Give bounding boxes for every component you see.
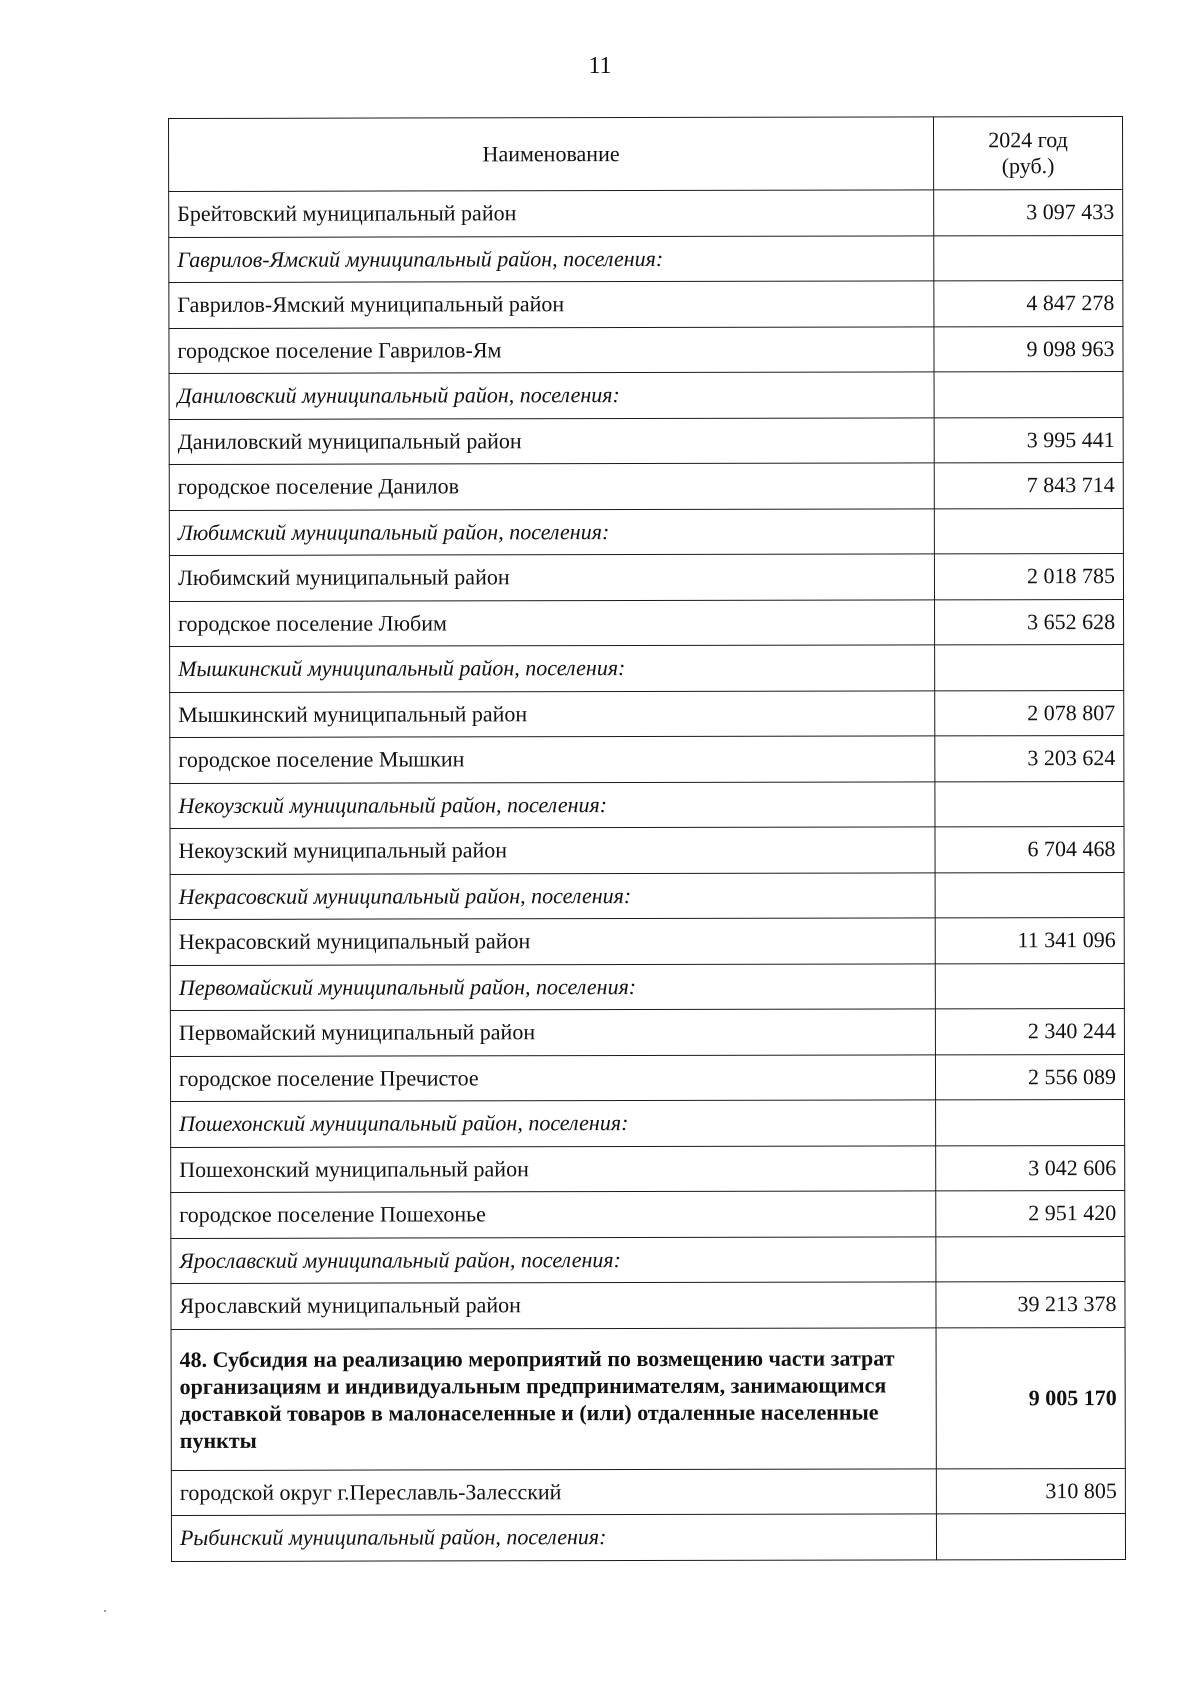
table-group-row	[170, 781, 1124, 828]
table-body	[169, 190, 1126, 1561]
row-value: 310 805	[936, 1468, 1125, 1514]
row-name: Даниловский муниципальный район, поселения:	[169, 372, 934, 419]
table-row	[170, 690, 1124, 737]
row-name: Даниловский муниципальный район	[169, 417, 934, 464]
row-name: Пошехонский муниципальный район	[171, 1145, 936, 1192]
row-name: Гаврилов-Ямский муниципальный район	[169, 281, 934, 328]
table-group-row	[171, 1099, 1125, 1146]
table-row	[169, 281, 1123, 328]
table-group-row	[170, 963, 1124, 1010]
table-group-row	[171, 1236, 1125, 1283]
row-name: Некоузский муниципальный район	[170, 827, 935, 874]
row-name: Ярославский муниципальный район	[171, 1282, 936, 1329]
row-name: Некрасовский муниципальный район	[170, 918, 935, 965]
table-row	[171, 1145, 1125, 1192]
row-name: городское поселение Мышкин	[170, 736, 935, 783]
table-group-row	[169, 372, 1123, 419]
row-name: Гаврилов-Ямский муниципальный район, поселения:	[169, 235, 934, 282]
scan-speck	[104, 1610, 106, 1612]
table-row	[171, 1468, 1125, 1515]
table-group-row	[170, 872, 1124, 919]
table-row	[170, 826, 1124, 873]
row-name: Некоузский муниципальный район, поселения:	[170, 781, 935, 828]
row-value	[935, 872, 1124, 918]
row-name: Брейтовский муниципальный район	[169, 190, 934, 237]
table-section-row	[171, 1327, 1125, 1470]
column-header-year-label: 2024 год	[988, 127, 1068, 153]
table-row	[169, 463, 1123, 510]
row-value: 39 213 378	[936, 1281, 1125, 1327]
row-value	[935, 644, 1124, 690]
row-name: городское поселение Пречистое	[170, 1054, 935, 1101]
row-value	[934, 508, 1123, 554]
row-value	[935, 963, 1124, 1009]
row-name: городское поселение Гаврилов-Ям	[169, 326, 934, 373]
table-row	[170, 1008, 1124, 1055]
table-group-row	[169, 508, 1123, 555]
row-name: Мышкинский муниципальный район, поселения:	[170, 645, 935, 692]
table-row	[169, 190, 1123, 237]
row-value: 9 098 963	[934, 326, 1123, 372]
row-value	[934, 235, 1123, 281]
row-value: 3 995 441	[934, 417, 1123, 463]
table-row	[170, 599, 1124, 646]
row-name: Некрасовский муниципальный район, поселения:	[170, 872, 935, 919]
table-row	[169, 417, 1123, 464]
page-number: 11	[588, 53, 612, 79]
table-row	[171, 1190, 1125, 1237]
budget-table	[168, 116, 1126, 1561]
row-name: 48. Субсидия на реализацию мероприятий по возмещению части затрат организациям и индивидуальным предпринимателям, занимающимся доставкой товаров в малонаселенные и (или) отдаленные населенные пункты	[171, 1327, 936, 1470]
table-row	[169, 553, 1123, 600]
row-value: 3 042 606	[936, 1145, 1125, 1191]
table-group-row	[170, 644, 1124, 691]
row-value: 2 556 089	[935, 1054, 1124, 1100]
table-row	[170, 1054, 1124, 1101]
row-name: Любимский муниципальный район	[169, 554, 934, 601]
table-row	[170, 917, 1124, 964]
column-header-year	[933, 117, 1122, 190]
row-value: 11 341 096	[935, 917, 1124, 963]
row-value: 2 951 420	[936, 1190, 1125, 1236]
row-value: 4 847 278	[934, 281, 1123, 327]
row-name: Ярославский муниципальный район, поселения:	[171, 1236, 936, 1283]
row-value: 3 203 624	[935, 735, 1124, 781]
row-value: 9 005 170	[936, 1327, 1125, 1468]
row-value	[934, 372, 1123, 418]
column-header-name: Наименование	[169, 117, 934, 192]
row-name: городское поселение Любим	[170, 599, 935, 646]
row-name: городское поселение Данилов	[169, 463, 934, 510]
table-group-row	[169, 235, 1123, 282]
row-value: 2 018 785	[934, 553, 1123, 599]
row-value	[936, 1236, 1125, 1282]
row-value	[936, 1099, 1125, 1145]
row-name: Мышкинский муниципальный район	[170, 690, 935, 737]
column-header-unit: (руб.)	[1001, 153, 1055, 179]
row-value	[935, 781, 1124, 827]
row-name: Пошехонский муниципальный район, поселения:	[171, 1100, 936, 1147]
row-value: 6 704 468	[935, 826, 1124, 872]
row-name: Первомайский муниципальный район	[170, 1009, 935, 1056]
row-name: городское поселение Пошехонье	[171, 1191, 936, 1238]
table-row	[170, 735, 1124, 782]
table-row	[171, 1281, 1125, 1328]
row-name: городской округ г.Переславль-Залесский	[171, 1468, 936, 1515]
row-value: 2 340 244	[935, 1008, 1124, 1054]
table-header-row	[169, 117, 1123, 192]
row-name: Рыбинский муниципальный район, поселения:	[171, 1514, 936, 1561]
row-value: 2 078 807	[935, 690, 1124, 736]
table-group-row	[171, 1513, 1125, 1560]
row-name: Любимский муниципальный район, поселения:	[169, 508, 934, 555]
row-value: 3 097 433	[934, 190, 1123, 236]
table-row	[169, 326, 1123, 373]
row-value	[936, 1513, 1125, 1559]
row-name: Первомайский муниципальный район, поселения:	[170, 963, 935, 1010]
row-value: 7 843 714	[934, 463, 1123, 509]
row-value: 3 652 628	[935, 599, 1124, 645]
